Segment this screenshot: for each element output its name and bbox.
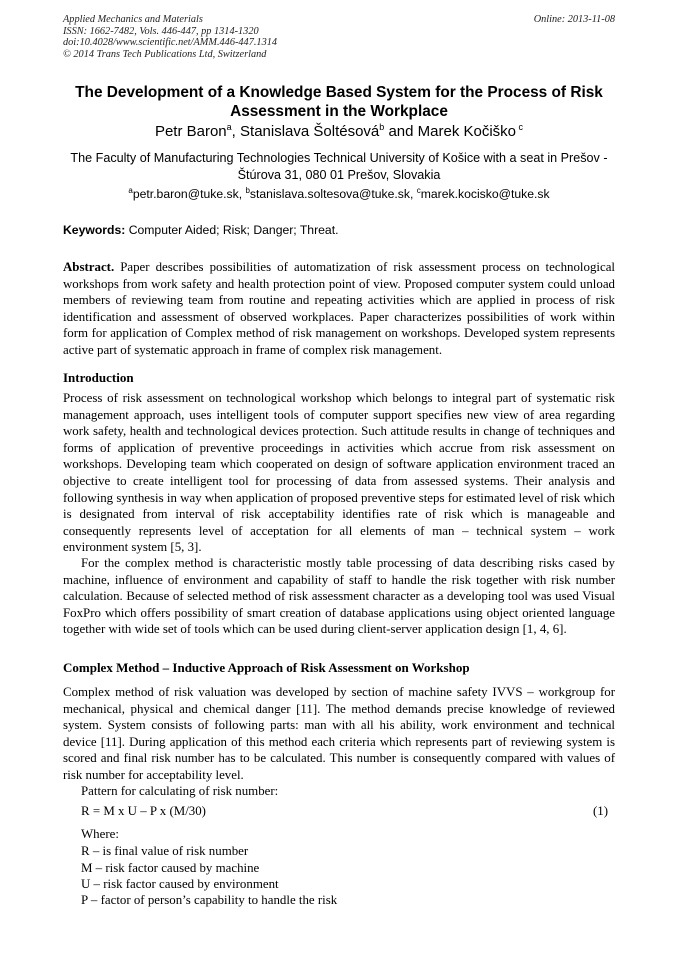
email-mark: a — [128, 186, 133, 195]
issn-line: ISSN: 1662-7482, Vols. 446-447, pp 1314-1320 — [63, 25, 259, 37]
keywords — [63, 222, 615, 238]
author-mark: b — [379, 122, 385, 132]
equation-number: (1) — [592, 804, 608, 818]
pattern-intro: Pattern for calculating of risk number: — [81, 784, 279, 798]
author-separator: , — [231, 123, 241, 140]
email-mark: c — [416, 186, 421, 195]
email-list — [40, 186, 638, 202]
paper-title: The Development of a Knowledge Based System for the Process of Risk Assessment in the Workplace — [75, 84, 603, 120]
copyright-line: © 2014 Trans Tech Publications Ltd, Switzerland — [63, 48, 267, 60]
author-list — [40, 122, 638, 142]
complex-method-paragraph: Complex method of risk valuation was developed by section of machine safety IVVS – workgroup for mechanical, physical and chemical danger [11]. The method demands precise knowledge of reviewed system. System consists of following parts: man with all his ability, work environment and technical device [11]. During application of this method each criteria which represents part of reviewing system is scored and final risk number has to be calculated. This number is consequently compared with values of risk number for acceptability level. — [63, 685, 615, 782]
keywords-label: Keywords: — [63, 223, 126, 237]
definition-item: M – risk factor caused by machine — [81, 861, 260, 875]
introduction-paragraph-2: For the complex method is characteristic mostly table processing of data describing risks cased by machine, influence of environment and capability of staff to handle the risk together with risk number calculation. Because of selected method of risk assessment character as a developing tool was used Visual FoxPro which offers possibility of smart creation of database applications using object oriented language together with wide set of tools which can be used during client-server application design [1, 4, 6]. — [63, 556, 615, 637]
keywords-text: Computer Aided; Risk; Danger; Threat. — [125, 223, 339, 237]
risk-formula: R = M x U – P x (M/30) — [81, 804, 206, 818]
abstract-text: Paper describes possibilities of automatization of risk assessment process on technological workshops from work safety and health protection point of view. Proposed computer system could unload members of reviewing team from routine and repeating activities which are applied in process of risk identification and assessment of observed workplaces. Paper characterizes possibilities of work within form for application of Complex method of risk management on workshops. Developed system represents active part of systematic approach in frame of complex risk management. — [63, 260, 615, 357]
journal-header — [63, 14, 277, 60]
complex-method-heading: Complex Method – Inductive Approach of Risk Assessment on Workshop — [63, 660, 470, 675]
definition-item: U – risk factor caused by environment — [81, 877, 279, 891]
affiliation: The Faculty of Manufacturing Technologies Technical University of Košice with a seat in Prešov - Štúrova 31, 080 01 Prešov, Slovakia — [70, 151, 608, 182]
definition-item: R – is final value of risk number — [81, 844, 249, 858]
author-name: Petr Baron — [154, 123, 227, 140]
email-mark: b — [245, 186, 250, 195]
abstract-label: Abstract. — [63, 260, 115, 274]
email-address: stanislava.soltesova@tuke.sk, — [249, 187, 417, 201]
doi-line: doi:10.4028/www.scientific.net/AMM.446-447.1314 — [63, 37, 278, 48]
author-separator: and — [384, 123, 418, 140]
where-label: Where: — [81, 827, 119, 841]
definition-item: P – factor of person’s capability to handle the risk — [81, 893, 338, 907]
introduction-paragraph-1: Process of risk assessment on technological workshop which belongs to integral part of systematic risk management approach, uses intelligent tools of computer support specifies new view of area regarding work safety, health and technological devices protection. Such attitude results in change of techniques and forms of application of preventive proceedings in activities which accrue from risk assessment on workshops. Developing team which cooperated on design of software application environment traced an objective to create intelligent tool for processing of data from assessed systems. Their analysis and following synthesis in way when application of proposed preventive steps for estimated level of risk which is designated from interval of risk acceptability identifies rate of risk which is manageable and consequently represents level of acceptation for all elements of man – technical system – work environment system [5, 3]. — [63, 391, 615, 555]
email-address: petr.baron@tuke.sk, — [132, 187, 246, 201]
author-mark: c — [516, 122, 524, 132]
abstract — [63, 259, 615, 359]
author-name: Stanislava Šoltésová — [240, 123, 380, 140]
online-date: Online: 2013-11-08 — [533, 14, 615, 25]
introduction-heading: Introduction — [63, 370, 134, 385]
author-name: Marek Kočiško — [417, 123, 517, 140]
author-mark: a — [226, 122, 232, 132]
journal-name: Applied Mechanics and Materials — [63, 14, 203, 25]
email-address: marek.kocisko@tuke.sk — [420, 187, 550, 201]
